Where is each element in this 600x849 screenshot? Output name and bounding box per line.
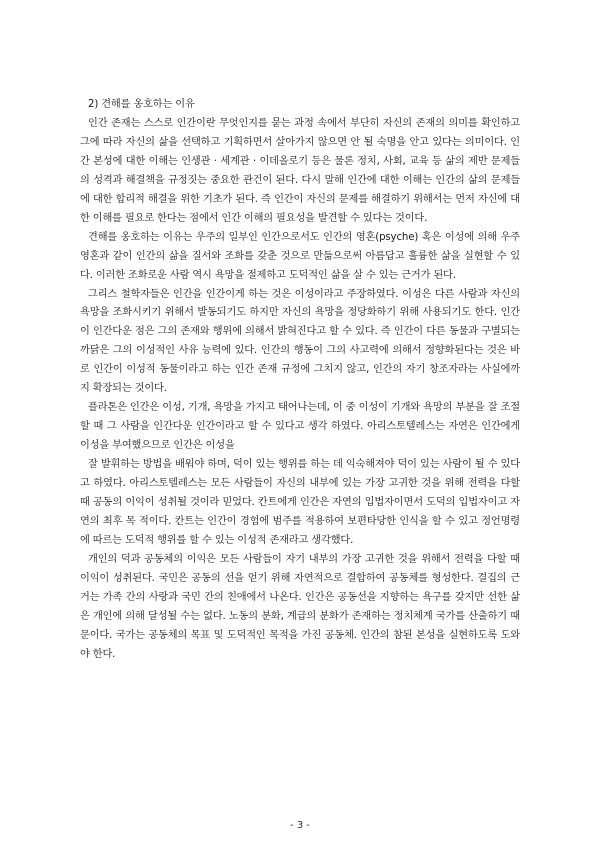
- body-text: [80, 96, 520, 665]
- paragraph-4: 플라톤은 인간은 이성, 기개, 욕망을 가지고 태어나는데, 이 중 이성이 기개와 욕망의 부분을 잘 조절할 때 그 사람을 인간다운 인간이라고 할 수 있다고 생각 하였다. 아리스토텔레스는 자연은 인간에게 이성을 부여했으므로 인간은 이성을: [80, 402, 520, 452]
- page-number: - 3 -: [290, 820, 310, 831]
- paragraph-5: 잘 발휘하는 방법을 배워야 하며, 덕이 있는 행위를 하는 데 익숙해져야 덕이 있는 사람이 될 수 있다고 하였다. 아리스토텔레스는 모든 사람들이 자신의 내부에 있는 가장 고귀한 것을 위해 전력을 다할 때 공동의 이익이 성취될 것이라 믿었다. 칸트에게 인간은 자연의 입법자이면서 도덕의 입법자이고 자연의 최후 목 적이다. 칸트는 인간이 경험에 범주를 적용하여 보편타당한 인식을 할 수 있고 정언명령에 따르는 도덕적 행위를 할 수 있는 이성적 존재라고 생각했다.: [80, 459, 520, 546]
- paragraph-1: 인간 존재는 스스로 인간이란 무엇인지를 묻는 과정 속에서 부단히 자신의 존재의 의미를 확인하고 그에 따라 자신의 삶을 선택하고 기획하면서 살아가지 않으면 안 될 숙명을 안고 있다는 의미이다. 인간 본성에 대한 이해는 인생관 · 세계관 · 이데올로기 등은 물론 정치, 사회, 교육 등 삶의 제반 문제들의 성격과 해결책을 규정짓는 중요한 관건이 된다. 다시 말해 인간에 대한 이해는 인간의 삶의 문제들에 대한 합리적 해결을 위한 기초가 된다. 즉 인간이 자신의 문제를 해결하기 위해서는 먼저 자신에 대한 이해를 필요로 한다는 점에서 인간 이해의 필요성을 발견할 수 있다는 것이다.: [80, 117, 520, 224]
- section-heading: 2) 견해를 옹호하는 이유: [88, 99, 195, 110]
- paragraph-6: 개인의 덕과 공동체의 이익은 모든 사람들이 자기 내부의 가장 고귀한 것을 위해서 전력을 다할 때 이익이 성취된다. 국민은 공동의 선을 얻기 위해 자연적으로 결합하여 공동체를 형성한다. 결집의 근거는 가족 간의 사랑과 국민 간의 친애에서 나온다. 인간은 공동선을 지향하는 욕구를 갖지만 선한 삶은 개인에 의해 달성될 수는 없다. 노동의 분화, 계급의 분화가 존재하는 정치체계 국가를 산출하기 때문이다. 국가는 공동체의 목표 및 도덕적인 목적을 가진 공동체. 인간의 참된 본성을 실현하도록 도와야 한다.: [80, 553, 520, 660]
- paragraph-2: 견해를 옹호하는 이유는 우주의 일부인 인간으로서도 인간의 영혼(psyche) 혹은 이성에 의해 우주 영혼과 같이 인간의 삶을 질서와 조화를 갖춘 것으로 만듦으로써 아름답고 훌륭한 삶을 실현할 수 있다. 이러한 조화로운 사람 역시 욕망을 절제하고 도덕적인 삶을 살 수 있는 근거가 된다.: [80, 231, 520, 281]
- paragraph-3: 그리스 철학자들은 인간을 인간이게 하는 것은 이성이라고 주장하였다. 이성은 다른 사람과 자신의 욕망을 조화시키기 위해서 발동되기도 하지만 자신의 욕망을 정당화하기 위해 사용되기도 한다. 인간이 인간다운 점은 그의 존재와 행위에 의해서 밝혀진다고 할 수 있다. 즉 인간이 다른 동물과 구별되는 까닭은 그의 이성적인 사유 능력에 있다. 인간의 행동이 그의 사고력에 의해서 정향화된다는 것은 바로 인간이 이성적 동물이라고 하는 인간 존재 규정에 그치지 않고, 인간의 자기 창조자라는 사실에까지 확장되는 것이다.: [80, 288, 520, 395]
